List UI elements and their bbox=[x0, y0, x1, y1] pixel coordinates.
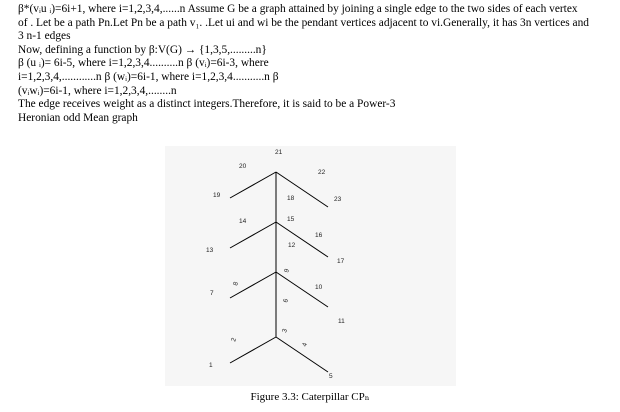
edge-label: 21 bbox=[275, 149, 283, 156]
edge-label: 5 bbox=[329, 373, 333, 380]
right-pendant-edge bbox=[276, 222, 328, 257]
paragraph-line: β (u ᵢ)= 6i-5, where i=1,2,3,4..........n β (vᵢ)=6i-3, where bbox=[18, 57, 269, 70]
right-pendant-edge bbox=[276, 172, 328, 207]
edge-label: 9 bbox=[283, 268, 292, 274]
edge-label: 13 bbox=[206, 247, 214, 254]
edge-label: 11 bbox=[338, 318, 345, 325]
edge-label: 10 bbox=[315, 284, 323, 291]
edge-label: 4 bbox=[301, 342, 310, 348]
figure-caption: Figure 3.3: Caterpillar CPₙ bbox=[250, 391, 370, 403]
edge-label: 16 bbox=[315, 232, 323, 239]
paragraph-line: The edge receives weight as a distinct integers.Therefore, it is said to be a Power-3 bbox=[18, 98, 396, 111]
edge-label: 20 bbox=[239, 163, 247, 170]
edge-label: 1 bbox=[209, 362, 213, 369]
edge-label: 2 bbox=[230, 337, 239, 343]
edge-label: 14 bbox=[239, 218, 247, 225]
paragraph-line: Heronian odd Mean graph bbox=[18, 111, 138, 124]
edge-label: 19 bbox=[213, 192, 221, 199]
edge-label: 22 bbox=[318, 169, 326, 176]
caterpillar-graph bbox=[165, 146, 456, 386]
edge-label: 12 bbox=[288, 242, 296, 249]
edge-label: 3 bbox=[281, 328, 290, 334]
paragraph-line: i=1,2,3,4,............n β (wᵢ)=6i-1, where i=1,2,3,4...........n β bbox=[18, 70, 279, 83]
edge-label: 18 bbox=[287, 195, 295, 202]
paragraph-line: Now, defining a function by β:V(G) → {1,3,5,.........n} bbox=[18, 43, 267, 56]
edge-label: 8 bbox=[232, 281, 241, 287]
paper-text bbox=[18, 3, 614, 125]
edge-label: 6 bbox=[282, 298, 291, 304]
edge-label: 7 bbox=[210, 290, 214, 297]
paragraph-line: (vᵢwᵢ)=6i-1, where i=1,2,3,4,........n bbox=[18, 84, 177, 97]
edge-label: 17 bbox=[337, 258, 345, 265]
left-pendant-edge bbox=[230, 222, 276, 248]
caterpillar-figure bbox=[165, 146, 456, 386]
left-pendant-edge bbox=[230, 172, 276, 198]
edge-label: 15 bbox=[287, 216, 295, 223]
paragraph-line: β*(vᵢu ᵢ)=6i+1, where i=1,2,3,4,......n Assume G be a graph attained by joining a single edge to the two sides of each vertex bbox=[18, 3, 578, 15]
paragraph-line: 3 n-1 edges bbox=[18, 30, 71, 43]
edge-label: 23 bbox=[334, 196, 342, 203]
paragraph-line: of . Let be a path Pn.Let Pn be a path v₁. .Let ui and wi be the pendant vertices adjacent to vi.Generally, it has 3n vertices and bbox=[18, 16, 589, 29]
